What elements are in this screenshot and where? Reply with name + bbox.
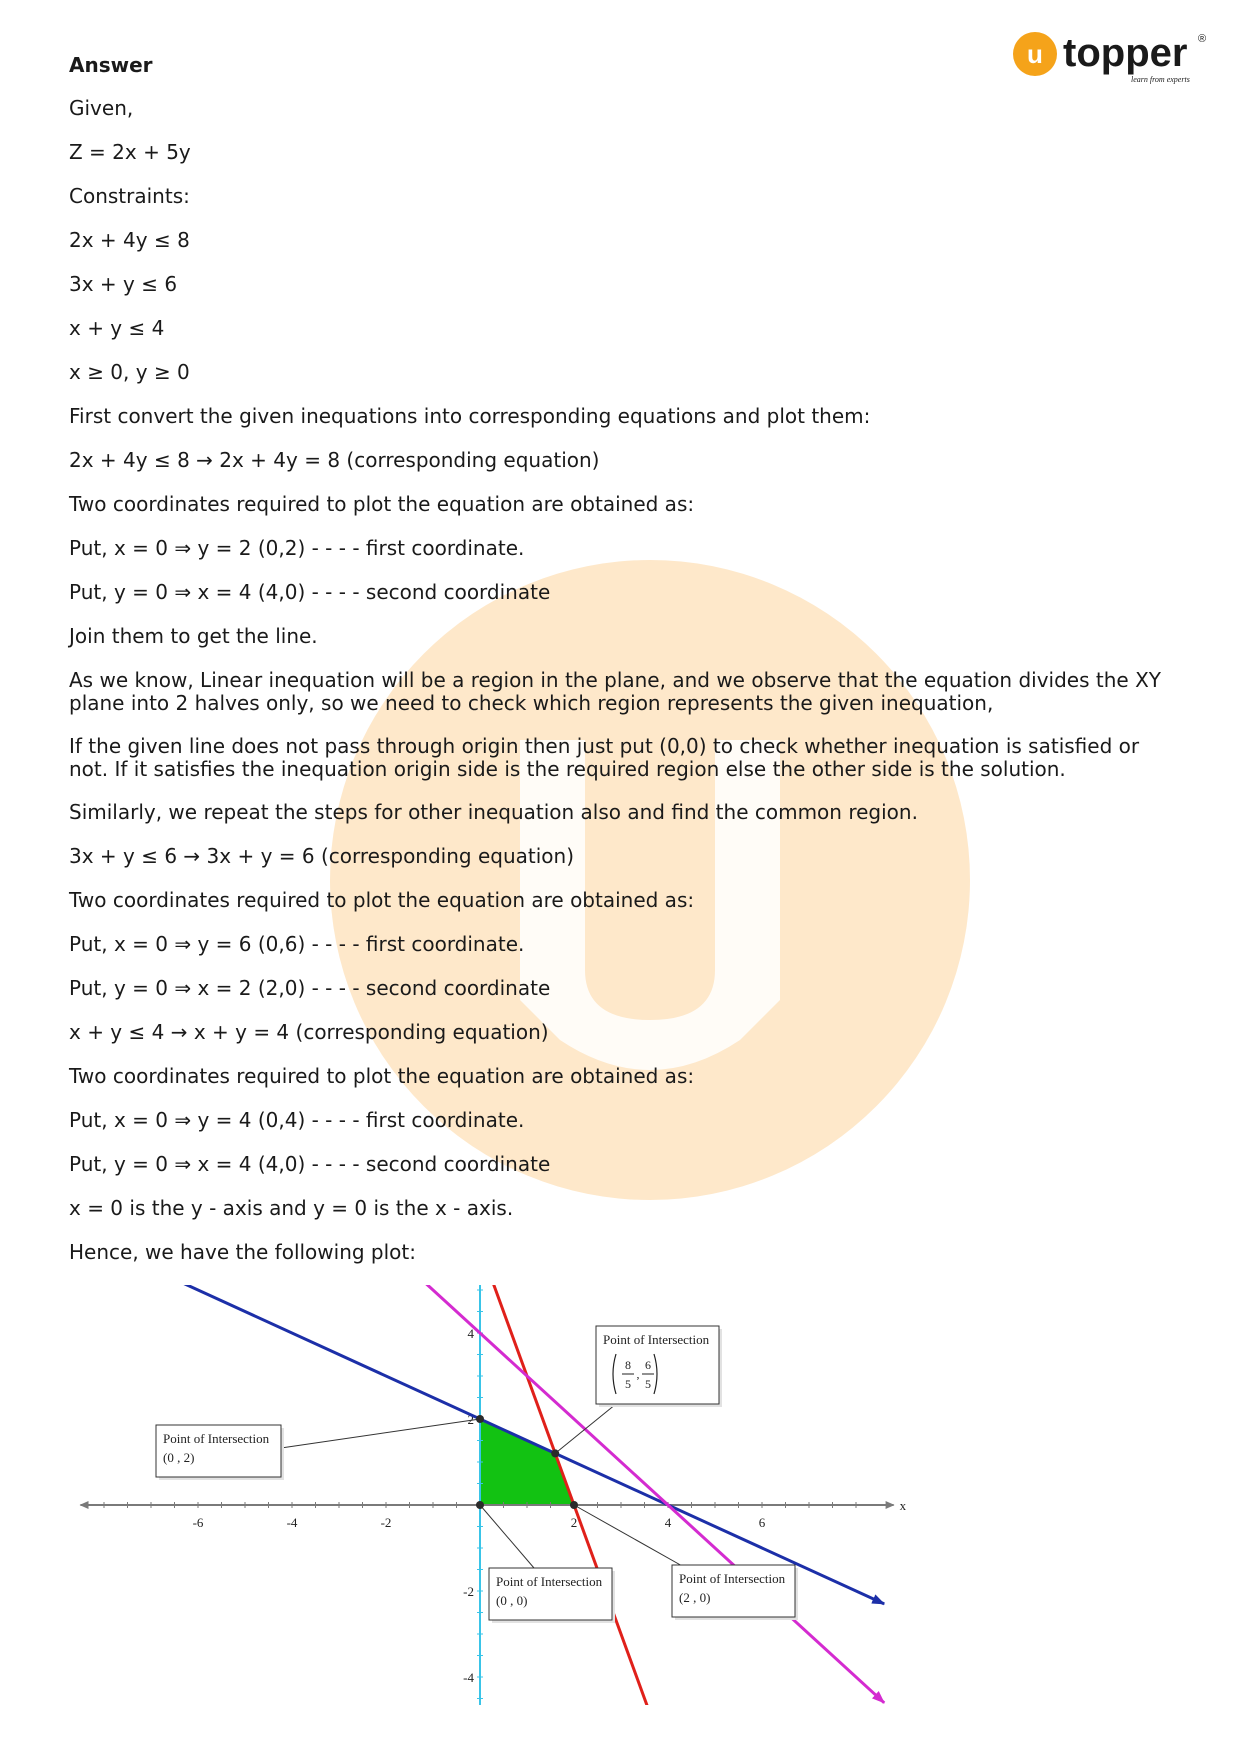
answer-content xyxy=(69,54,1174,1285)
x-tick-label: 6 xyxy=(758,1515,766,1530)
text-line: Two coordinates required to plot the equation are obtained as: xyxy=(69,1064,695,1088)
intersection-point xyxy=(476,1415,484,1423)
text-line: Two coordinates required to plot the equation are obtained as: xyxy=(69,888,695,912)
text-line: 3x + y ≤ 6 → 3x + y = 6 (corresponding equation) xyxy=(69,844,575,868)
callout-leader-line xyxy=(281,1419,480,1448)
text-line: x + y ≤ 4 xyxy=(69,316,165,340)
logo-registered: ® xyxy=(1198,33,1207,45)
lpp-plot xyxy=(68,1285,908,1705)
answer-heading: Answer xyxy=(69,53,153,77)
text-line: x + y ≤ 4 → x + y = 4 (corresponding equation) xyxy=(69,1020,549,1044)
intersection-point xyxy=(551,1449,559,1457)
text-line: 3x + y ≤ 6 xyxy=(69,272,178,296)
callout-title: Point of Intersection xyxy=(679,1571,786,1586)
logo-tagline: learn from experts xyxy=(1131,75,1190,84)
text-line: x = 0 is the y - axis and y = 0 is the x - axis. xyxy=(69,1196,514,1220)
y-tick-label: -2 xyxy=(463,1584,474,1599)
callout-value: (2 , 0) xyxy=(679,1590,711,1605)
text-line: Put, x = 0 ⇒ y = 4 (0,4) - - - - first coordinate. xyxy=(69,1108,525,1132)
text-paragraph: As we know, Linear inequation will be a region in the plane, and we observe that the equation divides the XY plane into 2 halves only, so we need to check which region represents the given inequation, xyxy=(69,668,1161,715)
x-tick-label: 4 xyxy=(664,1515,672,1530)
callout-value: (0 , 0) xyxy=(496,1593,528,1608)
x-tick-label: -4 xyxy=(286,1515,298,1530)
y-tick-label: 4 xyxy=(467,1326,474,1341)
text-line: First convert the given inequations into corresponding equations and plot them: xyxy=(69,404,871,428)
text-line: 2x + 4y ≤ 8 xyxy=(69,228,190,252)
line-x-y-eq-4 xyxy=(269,1285,885,1703)
text-line: x ≥ 0, y ≥ 0 xyxy=(69,360,190,384)
text-line: Put, y = 0 ⇒ x = 4 (4,0) - - - - second coordinate xyxy=(69,580,551,604)
intersection-point xyxy=(476,1501,484,1509)
text-line: Similarly, we repeat the steps for other inequation also and find the common region. xyxy=(69,800,918,824)
text-line: Put, y = 0 ⇒ x = 4 (4,0) - - - - second coordinate xyxy=(69,1152,551,1176)
text-line: Z = 2x + 5y xyxy=(69,140,191,164)
callout-value: (0 , 2) xyxy=(163,1450,195,1465)
text-line: Constraints: xyxy=(69,184,190,208)
callout-denominator: 5 xyxy=(625,1377,631,1391)
text-paragraph: If the given line does not pass through origin then just put (0,0) to check whether inequation is satisfied or not. If it satisfies the inequation origin side is the required region else the other side is the solution. xyxy=(69,734,1140,781)
x-tick-label: -6 xyxy=(192,1515,204,1530)
callout-numerator: 6 xyxy=(645,1358,651,1372)
text-line: Put, y = 0 ⇒ x = 2 (2,0) - - - - second coordinate xyxy=(69,976,551,1000)
x-tick-label: -2 xyxy=(380,1515,392,1530)
callout-numerator: 8 xyxy=(625,1358,631,1372)
logo-mark-letter: u xyxy=(1027,39,1043,69)
intersection-point xyxy=(570,1501,578,1509)
text-line: Given, xyxy=(69,96,134,120)
x-axis-label: x xyxy=(899,1498,907,1513)
y-tick-label: -4 xyxy=(463,1670,474,1685)
text-line: 2x + 4y ≤ 8 → 2x + 4y = 8 (corresponding equation) xyxy=(69,448,600,472)
x-tick-label: 2 xyxy=(570,1515,578,1530)
y-tick-label: 2 xyxy=(467,1412,474,1427)
callout-title: Point of Intersection xyxy=(603,1332,710,1347)
text-line: Two coordinates required to plot the equation are obtained as: xyxy=(69,492,695,516)
callout-comma: , xyxy=(636,1367,640,1381)
callout-title: Point of Intersection xyxy=(163,1431,270,1446)
callout-title: Point of Intersection xyxy=(496,1574,603,1589)
text-line: Put, x = 0 ⇒ y = 2 (0,2) - - - - first coordinate. xyxy=(69,536,525,560)
callout-denominator: 5 xyxy=(645,1377,651,1391)
logo-brand: topper xyxy=(1063,31,1188,75)
text-line: Join them to get the line. xyxy=(69,624,318,648)
text-line: Put, x = 0 ⇒ y = 6 (0,6) - - - - first coordinate. xyxy=(69,932,525,956)
callout-leader-line xyxy=(480,1505,534,1568)
text-line: Hence, we have the following plot: xyxy=(69,1240,417,1264)
